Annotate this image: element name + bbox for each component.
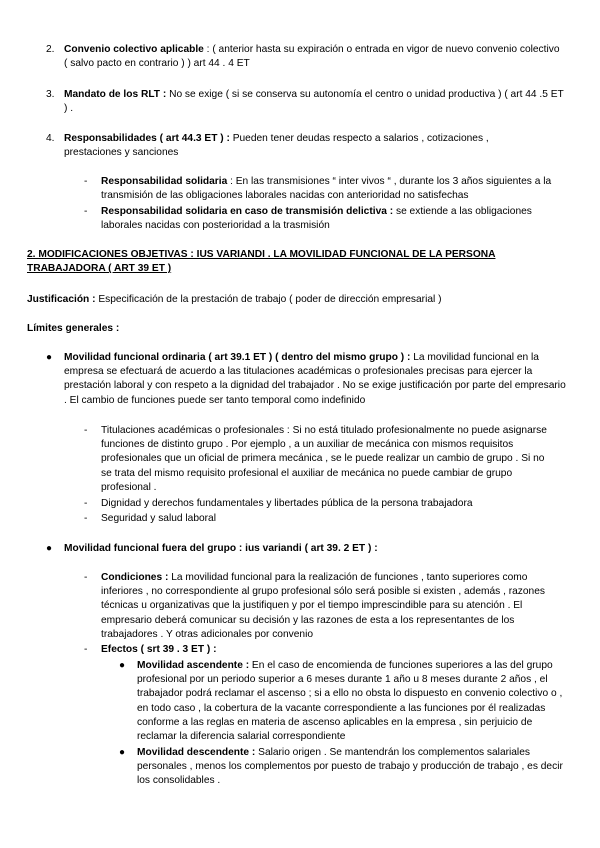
dash-marker: - <box>84 425 88 436</box>
item-term: Responsabilidad solidaria en caso de transmisión delictiva : <box>101 206 394 217</box>
sub-item-resp-solidaria <box>101 175 557 203</box>
item-text: : En las transmisiones “ inter vivos “ , durante los 3 años siguientes a la transmisión de las obligaciones laborales nacidas con anterioridad no satisfechas <box>101 176 552 202</box>
item-text: La movilidad funcional para la realización de funciones , tanto superiores como inferiores , no correspondiente al grupo profesional sólo será posible si existen , además , razones técnicas u organizativas que la justifiquen y por el tiempo imprescindible para su atención . El empresario deberá comunicar su decisión y las razones de esta a los representantes de los trabajadores . Y otras adicionales por convenio <box>101 572 545 640</box>
item-term: Condiciones : <box>101 572 169 583</box>
dash-marker: - <box>84 572 88 583</box>
item-text: En el caso de encomienda de funciones superiores a las del grupo profesional por un periodo superior a 6 meses durante 1 año u 8 meses durante 2 años , el trabajador podrá reclamar el ascenso ; si a ello no obsta lo dispuesto en convenio colectivo o , en todo caso , la cobertura de la vacante correspondiente a las funciones por él realizadas conforme a las reglas en materia de ascenso aplicables en la empresa , sin perjuicio de reclamar la diferencia salarial correspondiente <box>137 660 563 743</box>
list-number: 2. <box>46 44 55 55</box>
item-term: Movilidad funcional ordinaria ( art 39.1 ET ) ( dentro del mismo grupo ) : <box>64 352 411 363</box>
item-term: Movilidad funcional fuera del grupo : ius variandi ( art 39. 2 ET ) : <box>64 543 378 554</box>
circle-marker: ● <box>119 747 126 758</box>
condiciones-item <box>101 571 565 642</box>
efectos-item <box>101 643 557 657</box>
section-heading: 2. MODIFICACIONES OBJETIVAS : IUS VARIANDI . LA MOVILIDAD FUNCIONAL DE LA PERSONA TRABAJADORA ( ART 39 ET ) <box>27 249 496 275</box>
item-term: Mandato de los RLT : <box>64 89 167 100</box>
item-text: No se exige ( si se conserva su autonomía el centro o unidad productiva ) ( art 44 .5 ET ) . <box>64 89 564 115</box>
list-item-mandato <box>64 88 569 116</box>
limit-seguridad: Seguridad y salud laboral <box>101 513 216 524</box>
item-term: Movilidad ascendente : <box>137 660 250 671</box>
dash-marker: - <box>84 498 88 509</box>
dash-marker: - <box>84 644 88 655</box>
limit-dignidad: Dignidad y derechos fundamentales y libertades pública de la persona trabajadora <box>101 498 473 509</box>
limit-titulaciones: Titulaciones académicas o profesionales : Si no está titulado profesionalmente no puede asignarse funciones de distinto grupo . Por ejemplo , a un auxiliar de mecánica con mismos requisitos profesionales que un oficial de primera mecánica , se le puede realizar un cambio de grupo . Si no se trata del mismo requisito profesional el auxiliar de mecánica no puede cambiar de grupo profesional . <box>101 425 547 493</box>
item-term: Movilidad descendente : <box>137 747 256 758</box>
item-text: : ( anterior hasta su expiración o entrada en vigor de nuevo convenio colectivo ( salvo pacto en contrario ) ) art 44 . 4 ET <box>64 44 560 70</box>
bullet-marker: ● <box>46 352 53 363</box>
movilidad-fuera-grupo-item <box>64 542 564 556</box>
item-term: Efectos ( srt 39 . 3 ET ) : <box>101 644 217 655</box>
list-number: 4. <box>46 133 55 144</box>
movilidad-ascendente-item <box>137 659 563 744</box>
movilidad-descendente-item <box>137 746 573 789</box>
limites-text: Límites generales : <box>27 323 120 334</box>
item-term: Responsabilidades ( art 44.3 ET ) : <box>64 133 230 144</box>
item-text: Especificación de la prestación de trabajo ( poder de dirección empresarial ) <box>95 294 442 305</box>
limites-label <box>27 322 119 336</box>
movilidad-ordinaria-item <box>64 351 570 408</box>
item-text: Pueden tener deudas respecto a salarios , cotizaciones , prestaciones y sanciones <box>64 133 489 159</box>
justificacion-paragraph <box>27 293 572 307</box>
list-item-convenio <box>64 43 564 71</box>
list-number: 3. <box>46 89 55 100</box>
item-text: La movilidad funcional en la empresa se efectuará de acuerdo a las titulaciones académicas o profesionales precisas para ejercer la prestación laboral y con respeto a la dignidad del trabajador . No se exige justificación por parte del empresario . El cambio de funciones puede ser tanto temporal como indefinido <box>64 352 566 406</box>
bullet-marker: ● <box>46 543 53 554</box>
item-term: Responsabilidad solidaria <box>101 176 228 187</box>
sub-item-resp-delictiva <box>101 205 557 233</box>
dash-marker: - <box>84 513 88 524</box>
item-term: Convenio colectivo aplicable <box>64 44 204 55</box>
item-term: Justificación : <box>27 294 96 305</box>
dash-marker: - <box>84 176 88 187</box>
item-text: Salario origen . Se mantendrán los complementos salariales personales , menos los complementos por puesto de trabajo y producción de trabajo , es decir los consolidables . <box>137 747 563 787</box>
item-text: se extiende a las obligaciones laborales nacidas con posterioridad a la trasmisión <box>101 206 532 232</box>
list-item-responsabilidades <box>64 132 544 160</box>
dash-marker: - <box>84 206 88 217</box>
circle-marker: ● <box>119 660 126 671</box>
